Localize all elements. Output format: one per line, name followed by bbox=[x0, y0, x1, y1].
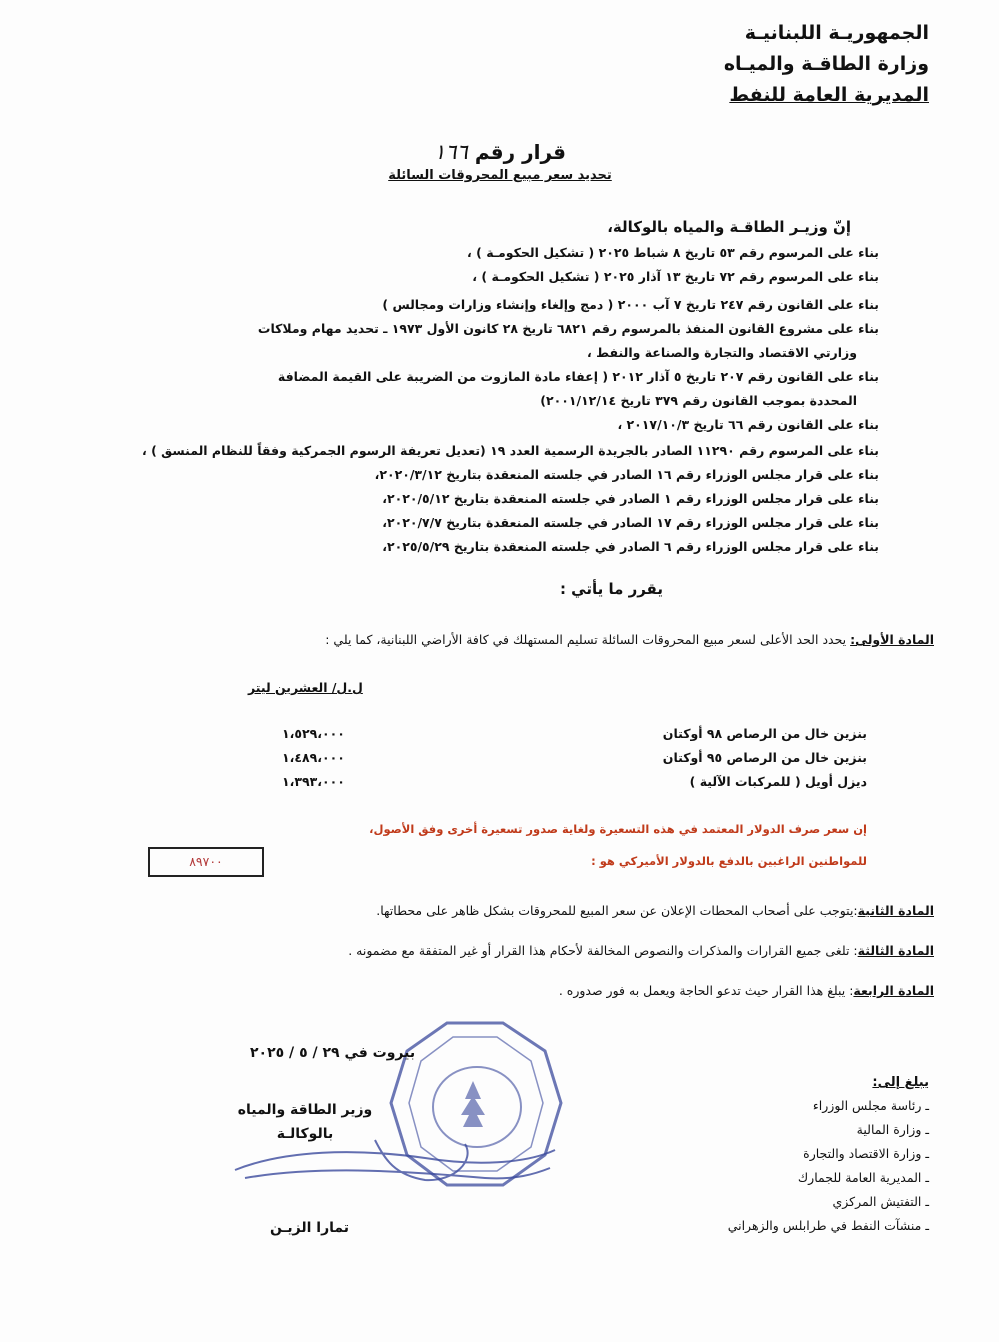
minister-line: إنّ وزيـر الطاقـة والمياه بالوكالة، bbox=[607, 218, 851, 236]
directorate-name: المديرية العامة للنفط bbox=[729, 84, 929, 106]
article-4 bbox=[559, 983, 934, 998]
article-1-label: المادة الأولى: bbox=[850, 632, 934, 647]
preamble-line: بناء على القانون رقم ٢٠٧ تاريخ ٥ آذار ٢٠١٢ ( إعفاء مادة المازوت من الضريبة على القيمة المضافة bbox=[277, 369, 879, 384]
distribution-item: ـ منشآت النفط في طرابلس والزهراني bbox=[727, 1218, 929, 1233]
distribution-item: ـ وزارة الاقتصاد والتجارة bbox=[803, 1146, 929, 1161]
decision-title-block bbox=[300, 140, 700, 183]
article-4-label: المادة الرابعة bbox=[853, 983, 934, 998]
product-price: ١،٤٨٩،٠٠٠ bbox=[282, 750, 345, 765]
article-2-label: المادة الثانية bbox=[857, 903, 934, 918]
distribution-item: ـ المديرية العامة للجمارك bbox=[797, 1170, 929, 1185]
preamble-line: بناء على مشروع القانون المنفذ بالمرسوم رقم ٦٨٢١ تاريخ ٢٨ كانون الأول ١٩٧٣ ـ تحديد مهام وملاكات bbox=[257, 321, 879, 336]
product-name: بنزين خال من الرصاص ٩٨ أوكتان bbox=[662, 726, 867, 741]
article-3 bbox=[348, 943, 934, 958]
distribution-item: ـ رئاسة مجلس الوزراء bbox=[812, 1098, 929, 1113]
product-price: ١،٣٩٣،٠٠٠ bbox=[282, 774, 345, 789]
distribution-item: ـ التفتيش المركزي bbox=[832, 1194, 929, 1209]
article-3-label: المادة الثالثة bbox=[857, 943, 934, 958]
signatory-title-line2: بالوكالـة bbox=[276, 1126, 334, 1142]
signatory-title bbox=[235, 1098, 375, 1146]
decides-heading: يقرر ما يأتي : bbox=[559, 580, 663, 598]
signatory-name: تمارا الزيـن bbox=[270, 1220, 350, 1236]
preamble-line: بناء على المرسوم رقم ١١٢٩٠ الصادر بالجريدة الرسمية العدد ١٩ (تعديل تعريفة الرسوم الجمركية وفقاً للنظام المنسق ) ، bbox=[141, 443, 879, 458]
exchange-note-line1: إن سعر صرف الدولار المعتمد في هذه التسعيرة ولغاية صدور تسعيرة أخرى وفق الأصول، bbox=[369, 822, 867, 836]
republic-name: الجمهوريـة اللبنانيـة bbox=[744, 22, 929, 44]
article-3-text: : تلغى جميع القرارات والمذكرات والنصوص المخالفة لأحكام هذا القرار أو غير المتفقة مع مضمونه . bbox=[348, 943, 858, 958]
article-1-text: يحدد الحد الأعلى لسعر مبيع المحروقات السائلة تسليم المستهلك في كافة الأراضي اللبنانية، كما يلي : bbox=[325, 632, 851, 647]
decision-heading bbox=[300, 140, 700, 164]
preamble-line: وزارتي الاقتصاد والتجارة والصناعة والنفط ، bbox=[587, 345, 857, 360]
preamble-line: بناء على قرار مجلس الوزراء رقم ١ الصادر في جلسته المنعقدة بتاريخ ٢٠٢٠/٥/١٢، bbox=[382, 491, 879, 506]
exchange-rate-box: ٨٩٧٠٠ bbox=[148, 847, 264, 877]
distribution-heading: يبلغ إلى: bbox=[872, 1075, 929, 1090]
preamble-line: المحددة بموجب القانون رقم ٣٧٩ تاريخ ٢٠٠١/١٢/١٤) bbox=[540, 393, 857, 408]
product-price: ١،٥٢٩،٠٠٠ bbox=[282, 726, 345, 741]
decision-number: ١٦٦ bbox=[434, 140, 468, 164]
product-name: ديزل أويل ( للمركبات الآلية ) bbox=[689, 774, 867, 789]
article-2-text: :يتوجب على أصحاب المحطات الإعلان عن سعر المبيع للمحروقات بشكل ظاهر على محطاتها. bbox=[376, 903, 858, 918]
price-unit-header: ل.ل/ العشرين ليتر bbox=[248, 680, 363, 695]
exchange-note-line2: للمواطنين الراغبين بالدفع بالدولار الأميركي هو : bbox=[591, 854, 867, 868]
product-name: بنزين خال من الرصاص ٩٥ أوكتان bbox=[662, 750, 867, 765]
preamble-line: بناء على القانون رقم ٢٤٧ تاريخ ٧ آب ٢٠٠٠ ( دمج وإلغاء وإنشاء وزارات ومجالس ) bbox=[382, 297, 879, 312]
distribution-item: ـ وزارة المالية bbox=[856, 1122, 929, 1137]
decision-label: قرار رقم bbox=[474, 140, 566, 164]
distribution-list bbox=[639, 1075, 929, 1238]
signature-date: بيروت في ٢٩ / ٥ / ٢٠٢٥ bbox=[250, 1045, 416, 1061]
preamble-line: بناء على القانون رقم ٦٦ تاريخ ٢٠١٧/١٠/٣ ، bbox=[617, 417, 879, 432]
preamble-line: بناء على قرار مجلس الوزراء رقم ١٧ الصادر في جلسته المنعقدة بتاريخ ٢٠٢٠/٧/٧، bbox=[382, 515, 879, 530]
article-2 bbox=[376, 903, 934, 918]
letterhead bbox=[609, 18, 929, 111]
decision-subtitle: تحديد سعر مبيع المحروقات السائلة bbox=[388, 168, 612, 183]
preamble-line: بناء على قرار مجلس الوزراء رقم ٦ الصادر في جلسته المنعقدة بتاريخ ٢٠٢٥/٥/٢٩، bbox=[382, 539, 879, 554]
preamble-line: بناء على المرسوم رقم ٧٢ تاريخ ١٣ آذار ٢٠٢٥ ( تشكيل الحكومـة ) ، bbox=[472, 269, 879, 284]
article-4-text: : يبلغ هذا القرار حيث تدعو الحاجة ويعمل به فور صدوره . bbox=[558, 983, 854, 998]
article-1 bbox=[325, 632, 934, 647]
ministry-name: وزارة الطاقـة والميـاه bbox=[723, 53, 929, 75]
preamble-line: بناء على قرار مجلس الوزراء رقم ١٦ الصادر في جلسته المنعقدة بتاريخ ٢٠٢٠/٣/١٢، bbox=[374, 467, 879, 482]
signatory-title-line1: وزير الطاقة والمياه bbox=[237, 1102, 373, 1118]
preamble-line: بناء على المرسوم رقم ٥٣ تاريخ ٨ شباط ٢٠٢٥ ( تشكيل الحكومـة ) ، bbox=[467, 245, 879, 260]
